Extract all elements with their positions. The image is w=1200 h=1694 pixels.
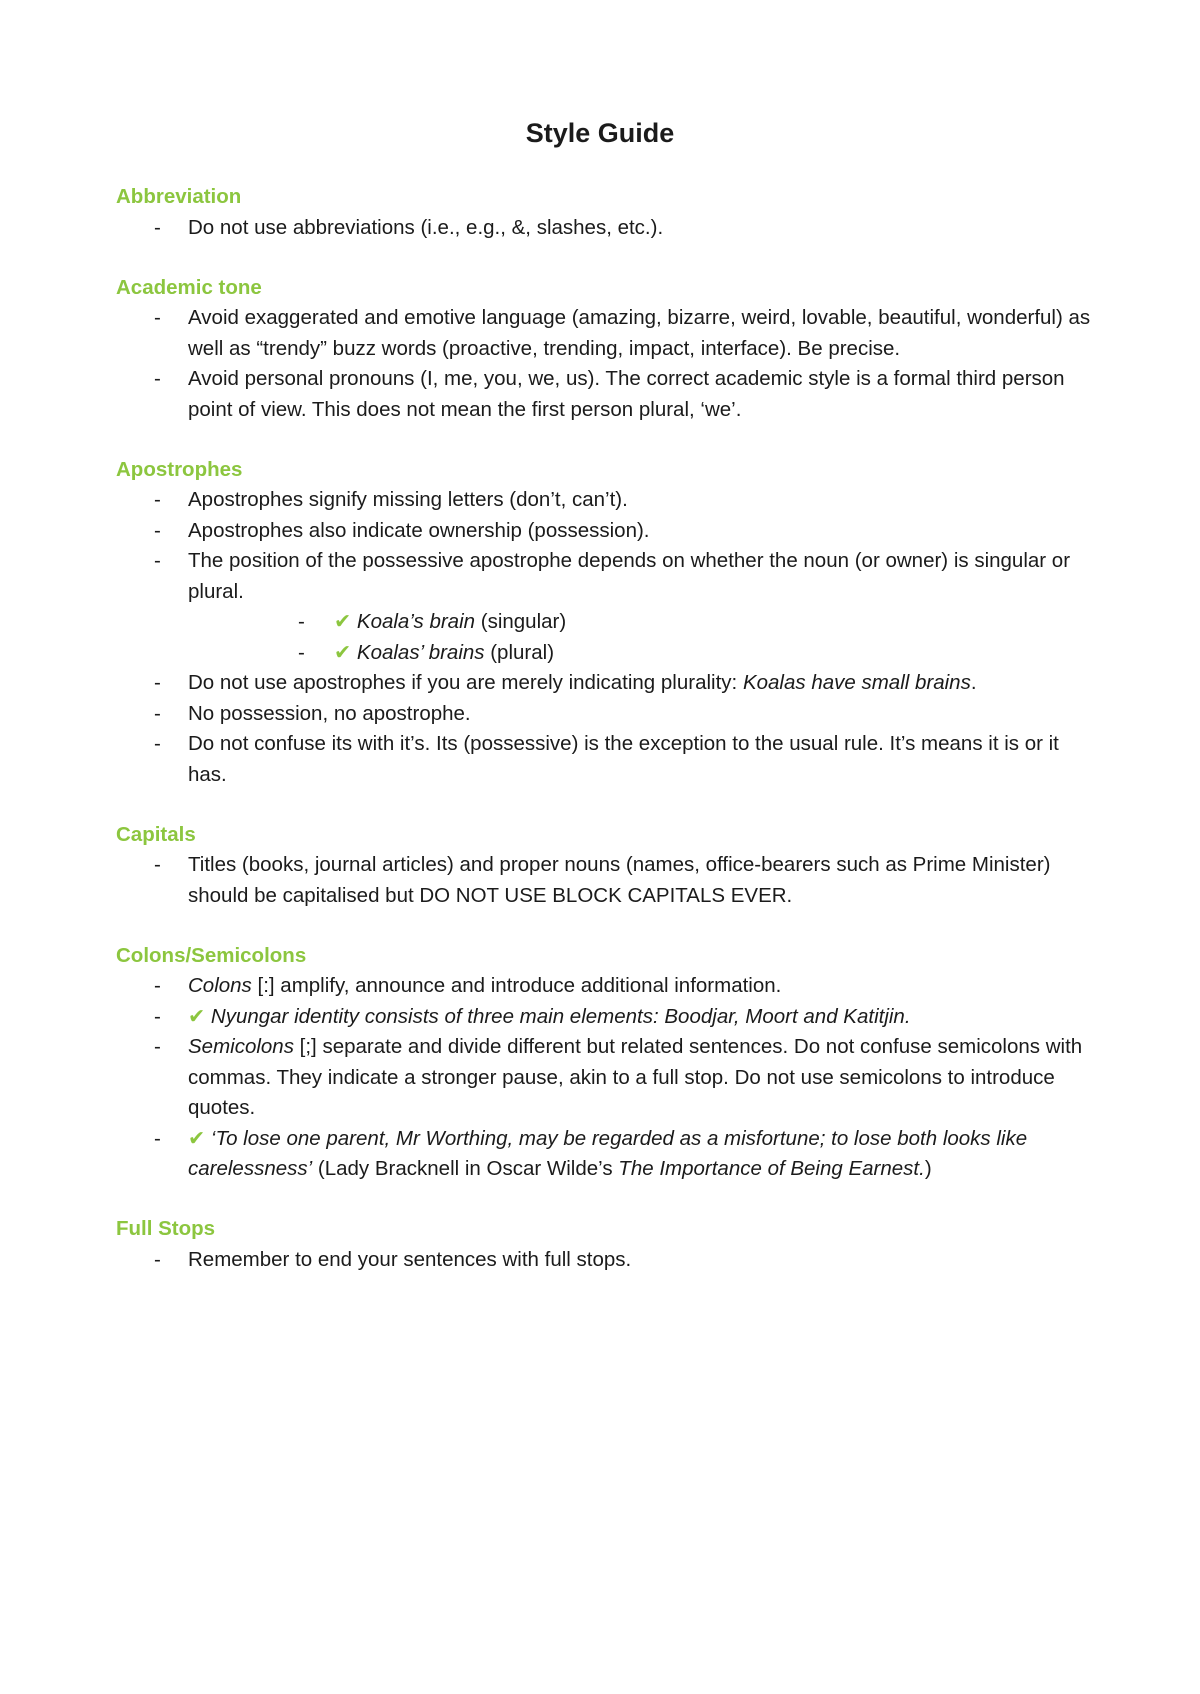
list-item-text: The position of the possessive apostrophe depends on whether the noun (or owner) is singular or plural. [188, 549, 1071, 603]
list-item [116, 668, 1096, 699]
list-item-end: . [970, 671, 977, 694]
list-item: - Do not confuse its with it’s. Its (possessive) is the exception to the usual rule. It’s means it is or it has. [116, 729, 1096, 790]
bullet-list [116, 213, 1096, 244]
example-item [188, 638, 1096, 669]
list-item [116, 546, 1096, 668]
section-capitals [116, 820, 1096, 912]
example-italic: Koala’s brain [356, 610, 476, 633]
example-italic: Koalas have small brains [742, 671, 971, 694]
example-plain: (plural) [484, 640, 555, 664]
section-heading: Abbreviation [116, 185, 242, 208]
list-item [116, 1002, 1096, 1033]
list-item-text: Do not use apostrophes if you are merely indicating plurality: [188, 671, 743, 694]
section-heading: Capitals [116, 822, 196, 846]
list-item: - Apostrophes also indicate ownership (possession). [116, 516, 1096, 547]
attribution-text: (Lady Bracknell in Oscar Wilde’s [312, 1157, 619, 1180]
check-icon: ✔ [188, 1126, 206, 1150]
list-item: - Titles (books, journal articles) and proper nouns (names, office-bearers such as Prime Minister) should be capitalised but DO NOT USE BLOCK CAPITALS EVER. [116, 850, 1096, 911]
page-title: Style Guide [525, 118, 675, 148]
section-academic-tone [116, 273, 1096, 426]
section-heading: Apostrophes [116, 457, 243, 481]
check-icon: ✔ [334, 610, 352, 633]
list-item-text: [;] separate and divide different but related sentences. Do not confuse semicolons with commas. They indicate a stronger pause, akin to a full stop. Do not use semicolons to introduce quotes. [188, 1035, 1083, 1119]
list-item [116, 971, 1096, 1002]
check-icon: ✔ [188, 1004, 206, 1028]
list-item [116, 1124, 1096, 1185]
list-item: - Apostrophes signify missing letters (don’t, can’t). [116, 485, 1096, 516]
bullet-list [116, 303, 1096, 425]
term-italic: Colons [188, 974, 252, 997]
section-heading: Academic tone [116, 275, 262, 299]
section-heading: Full Stops [116, 1217, 216, 1240]
bullet-list [116, 1245, 1096, 1276]
list-item-text: [:] amplify, announce and introduce additional information. [251, 974, 782, 997]
example-item [188, 607, 1096, 638]
work-title-italic: The Importance of Being Earnest. [618, 1157, 925, 1180]
document-body [116, 182, 1096, 1305]
list-item: - Remember to end your sentences with full stops. [116, 1245, 1096, 1276]
list-item: - Avoid personal pronouns (I, me, you, we, us). The correct academic style is a formal third person point of view. This does not mean the first person plural, ‘we’. [116, 364, 1096, 425]
bullet-list [116, 971, 1096, 1185]
bullet-list [116, 850, 1096, 911]
section-abbreviation [116, 182, 1096, 243]
example-italic: Koalas’ brains [356, 640, 485, 664]
bullet-list [116, 485, 1096, 790]
list-item: - Avoid exaggerated and emotive language (amazing, bizarre, weird, lovable, beautiful, wonderful) as well as “trendy” buzz words (proactive, trending, impact, interface). Be precise. [116, 303, 1096, 364]
term-italic: Semicolons [188, 1035, 294, 1058]
list-item: - Do not use abbreviations (i.e., e.g., &, slashes, etc.). [116, 213, 1096, 244]
example-plain: (singular) [475, 610, 567, 633]
list-item: - No possession, no apostrophe. [116, 699, 1096, 730]
example-list [188, 607, 1096, 668]
section-colons-semicolons [116, 941, 1096, 1185]
check-icon: ✔ [334, 640, 352, 664]
section-full-stops [116, 1214, 1096, 1275]
section-heading: Colons/Semicolons [116, 943, 307, 967]
list-item [116, 1032, 1096, 1124]
attribution-close: ) [924, 1157, 932, 1180]
example-italic: ‘To lose one parent, Mr Worthing, may be regarded as a misfortune; to lose both looks like carelessness’ [188, 1126, 1028, 1180]
section-apostrophes [116, 455, 1096, 791]
example-italic: Nyungar identity consists of three main elements: Boodjar, Moort and Katitjin. [210, 1004, 911, 1028]
